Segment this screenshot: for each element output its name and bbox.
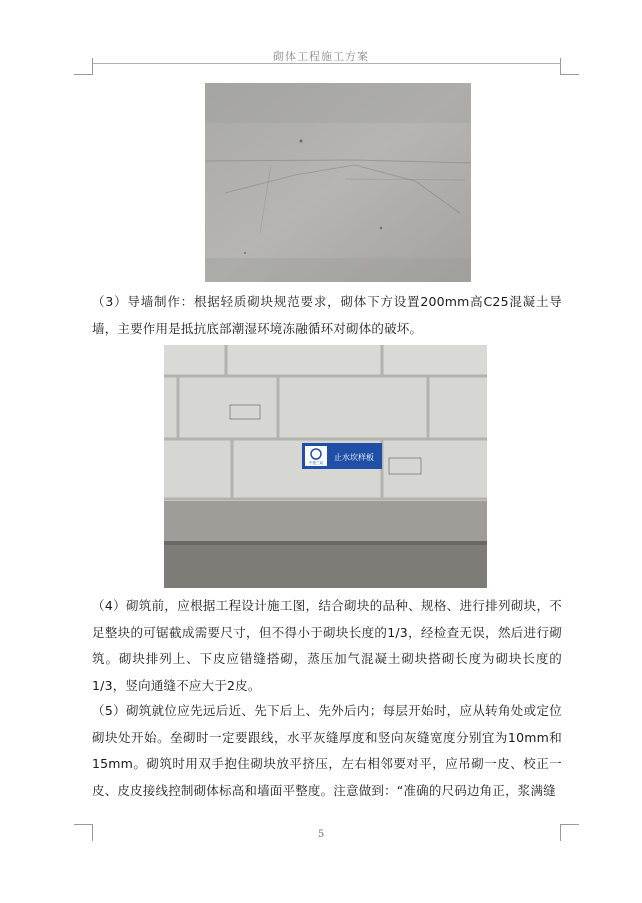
crop-mark-bottom-left — [74, 824, 93, 825]
crop-mark-top-right — [560, 74, 579, 75]
header-title: 砌体工程施工方案 — [273, 50, 369, 63]
crop-mark-bottom-right — [560, 824, 579, 825]
page-number: 5 — [317, 829, 325, 840]
block-wall-photo — [164, 345, 487, 588]
header-rule — [93, 63, 560, 64]
paragraph-3: （3）导墙制作：根据轻质砌块规范要求，砌体下方设置200mm高C25混凝土导墙，主要作用是抵抗底部潮湿环境冻融循环对砌体的破坏。 — [92, 294, 562, 336]
paragraph-4: （4）砌筑前，应根据工程设计施工图，结合砌块的品种、规格、进行排列砌块，不足整块的可锯截成需要尺寸，但不得小于砌块长度的1/3，经检查无误，然后进行砌筑。砌块排列上、下皮应错缝搭砌，蒸压加气混凝土砌块搭砌长度为砌块长度的1/3，竖向通缝不应大于2皮。 — [92, 598, 562, 693]
paragraph-5: （5）砌筑就位应先远后近、先下后上、先外后内；每层开始时，应从转角处或定位砌块处开始。垒砌时一定要跟线，水平灰缝厚度和竖向灰缝宽度分别宜为10mm和15mm。砌筑时用双手抱住砌块放平挤压，左右相邻要对平，应吊砌一皮、校正一皮、皮皮接线控制砌体标高和墙面平整度。注意做到：“准确的尺码边角正，浆满缝 — [92, 703, 562, 798]
crop-mark-top-left — [74, 74, 93, 75]
sign-logo-text: 中建三局 — [309, 461, 323, 465]
guide-wall-photo — [205, 83, 471, 282]
sign-text: 止水坎样板 — [334, 453, 374, 462]
